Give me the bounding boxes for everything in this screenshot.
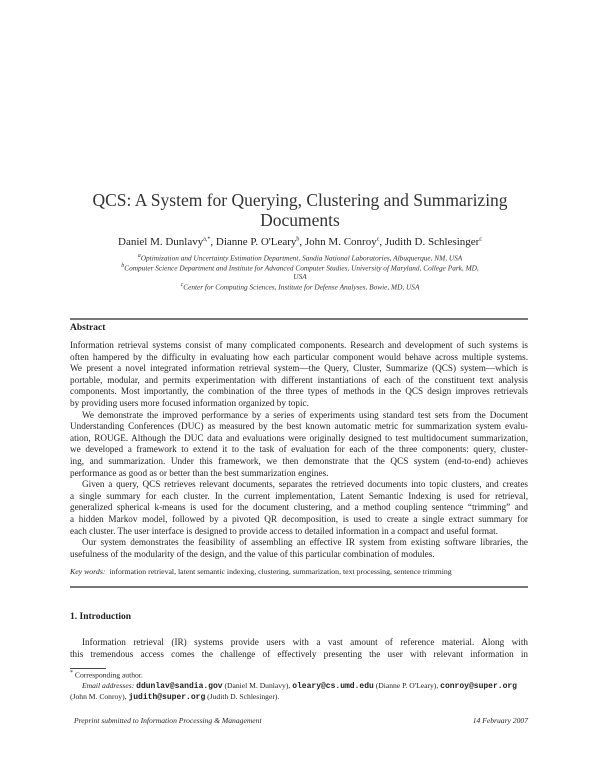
abstract-line: ation, ROUGE. Although the DUC data and evaluations were originally designed to test multidocument summarization,	[70, 432, 528, 443]
title-line: Documents	[260, 210, 340, 230]
email-owner: (Daniel M. Dunlavy),	[224, 681, 291, 690]
affiliation-cont: USA	[293, 272, 307, 281]
email-link[interactable]: ddunlav@sandia.gov	[136, 682, 223, 691]
affiliation	[0, 253, 600, 262]
abstract-heading: Abstract	[70, 323, 106, 333]
author: John M. Conroy	[304, 236, 377, 248]
author: Dianne P. O'Leary	[215, 236, 297, 248]
abstract-line: generalized spherical k-means is used for the document clustering, and a method coupling sentence “trimming” and	[70, 502, 528, 513]
abstract-line: by providing users more focused information organized by topic.	[70, 398, 309, 408]
keywords-text: information retrieval, latent semantic indexing, clustering, summarization, text processing, sentence trimming	[109, 567, 452, 576]
author: Daniel M. Dunlavy	[118, 236, 204, 248]
author-mark: c	[479, 236, 482, 243]
abstract-line: usefulness of the modularity of the design, and the value of this particular combination of modules.	[70, 548, 435, 559]
author-list: Daniel M. Dunlavy$^{a,*}$, Dianne P. O'Leary$^b$, John M. Conroy$^c$, Judith D. Schlesinger$^c$	[118, 236, 482, 248]
abstract-line: a hidden Markov model, followed by a pivoted QR decomposition, is used to create a single extract summary for	[70, 514, 528, 524]
footer-journal: Preprint submitted to Information Processing & Management	[74, 716, 262, 725]
abstract-line: Understanding Conferences (DUC) as measured by the best known automatic metric for summarization system evalu-	[70, 421, 528, 432]
aff-text: Optimization and Uncertainty Estimation Department, Sandia National Laboratories, Albuquerque, NM, USA	[140, 253, 463, 263]
abstract-line: components. Most importantly, the combination of the three types of methods in the QCS design improves retrievals	[70, 386, 528, 397]
abstract-line: We present a novel integrated information retrieval system—the Query, Cluster, Summarize (QCS) system—which is	[70, 363, 528, 374]
author-mark: b	[296, 236, 300, 243]
abstract-line: Our system demonstrates the feasibility of assembling an effective IR system from existing software libraries, the	[82, 537, 528, 548]
abstract-line: Information retrieval systems consist of many complicated components. Research and development of such systems is	[70, 340, 528, 350]
footnote-text: Corresponding author.	[74, 670, 143, 680]
aff-mark: a	[137, 253, 141, 259]
email-owner: (Judith D. Schlesinger).	[207, 692, 280, 701]
abstract-line: we developed a framework to extend it to the task of evaluation for each of the three components: query, cluster-	[70, 444, 528, 455]
abstract-line: We demonstrate the improved performance by a series of experiments using standard test sets from the Document	[82, 409, 528, 420]
paper-title	[0, 190, 600, 230]
intro-line: this tremendous access comes the challenge of effectively presenting the user with relevant information in	[70, 649, 528, 659]
aff-text: Center for Computing Sciences, Institute for Defense Analyses, Bowie, MD, USA	[183, 282, 420, 292]
keywords	[70, 567, 452, 576]
abstract-line: each cluster. The user interface is designed to provide access to detailed information in a compact and useful format.	[70, 525, 498, 536]
author-mark: a,*	[203, 236, 211, 243]
footnote-rule	[70, 668, 106, 669]
abstract-line: often hampered by the difficulty in evaluating how each particular component would behave across multiple systems.	[70, 351, 528, 362]
author-mark: c	[376, 236, 380, 243]
aff-mark: c	[180, 282, 184, 288]
author: Judith D. Schlesinger	[384, 236, 480, 248]
email-owner: (John M. Conroy),	[70, 692, 127, 701]
aff-mark: b	[121, 263, 125, 269]
aff-text: Computer Science Department and Institute for Advanced Computer Studies, University of Maryland, College Park, MD,	[124, 263, 479, 273]
footnote-emails-cont	[70, 692, 279, 702]
title-line: QCS: A System for Querying, Clustering and Summarizing	[92, 190, 508, 210]
email-link[interactable]: judith@super.org	[128, 693, 206, 702]
affiliation	[0, 263, 600, 272]
email-link[interactable]: oleary@cs.umd.edu	[292, 682, 374, 691]
abstract-line: Given a query, QCS retrieves relevant documents, separates the retrieved documents into topic clusters, and creates	[82, 479, 528, 490]
abstract-line: a single summary for each cluster. In the current implementation, Latent Semantic Indexing is used for retrieval,	[70, 490, 528, 501]
section-heading: 1. Introduction	[70, 612, 132, 622]
email-label: Email addresses:	[82, 681, 135, 690]
footnote-corresponding: * Corresponding author.	[70, 670, 143, 680]
email-link[interactable]: conroy@super.org	[440, 682, 517, 691]
top-rule	[70, 318, 528, 320]
keywords-label: Key words:	[70, 567, 106, 576]
bottom-rule	[70, 586, 528, 588]
intro-line: Information retrieval (IR) systems provide users with a vast amount of reference material. Along with	[82, 637, 528, 647]
footnote-emails	[82, 681, 517, 691]
abstract-line: portable, modular, and permits experimentation with different instantiations of each of the constituent text analysis	[70, 374, 528, 385]
email-owner: (Dianne P. O'Leary),	[375, 681, 439, 690]
abstract-line: ing, and summarization. Under this framework, we then demonstrate that the QCS system (end-to-end) achieves	[70, 456, 528, 466]
footer-date: 14 February 2007	[472, 716, 528, 725]
affiliation	[0, 282, 600, 291]
abstract-line: performance as good as or better than the best summarization engines.	[70, 467, 329, 478]
